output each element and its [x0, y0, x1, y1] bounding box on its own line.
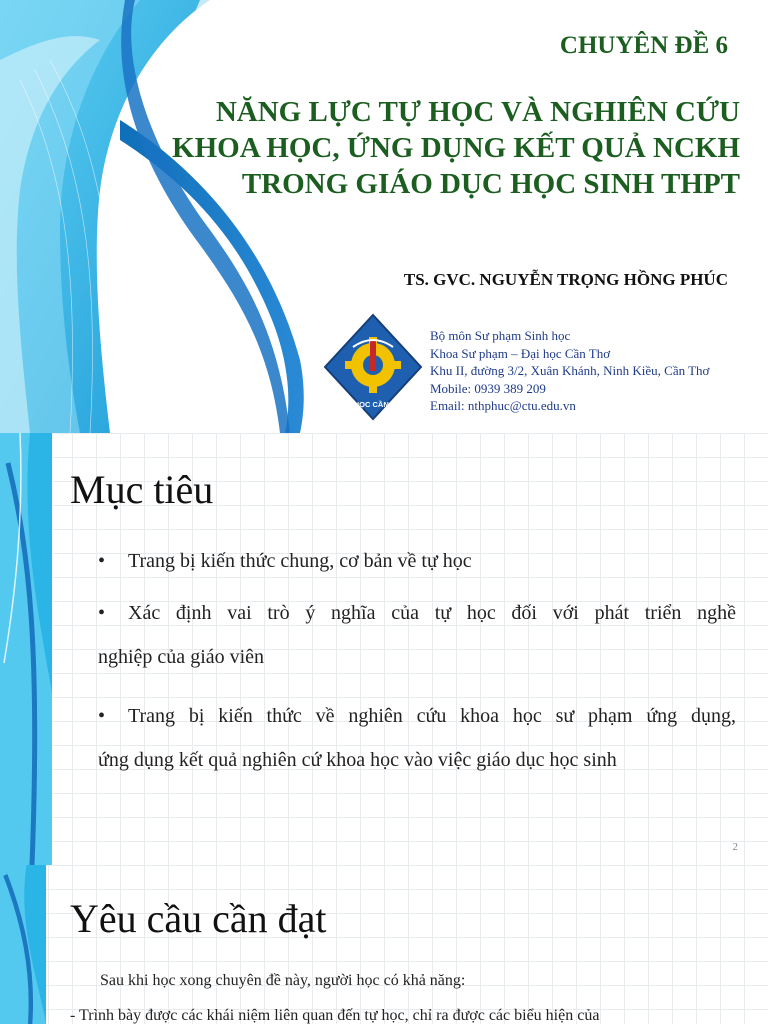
bullet: •: [98, 550, 106, 572]
item-text: Trang bị kiến thức về nghiên cứu khoa học sư phạm ứng dụng,: [128, 705, 736, 727]
side-band-decoration: [0, 433, 52, 865]
list-item: [98, 539, 736, 583]
intro-text: Sau khi học xong chuyên đề này, người học có khả năng:: [100, 972, 466, 989]
list-item: [98, 591, 736, 679]
item-text-continued: ứng dụng kết quả nghiên cứ khoa học vào việc giáo dục học sinh: [98, 749, 617, 771]
title-line: TRONG GIÁO DỤC HỌC SINH THPT: [241, 168, 740, 200]
list-item: [98, 694, 736, 782]
main-title: [150, 94, 740, 202]
university-logo: [323, 313, 423, 421]
contact-info: [430, 327, 709, 415]
faculty: Khoa Sư phạm – Đại học Cần Thơ: [430, 345, 611, 361]
email: Email: nthphuc@ctu.edu.vn: [430, 398, 576, 413]
mobile: Mobile: 0939 389 209: [430, 380, 546, 396]
title-line: NĂNG LỰC TỰ HỌC VÀ NGHIÊN CỨU: [215, 96, 740, 128]
bullet: •: [98, 602, 106, 624]
logo-text: ĐẠI HỌC CẦN THƠ: [338, 400, 408, 409]
item-text: Trang bị kiến thức chung, cơ bản về tự học: [128, 550, 472, 572]
requirement-item: - Trình bày được các khái niệm liên quan đến tự học, chỉ ra được các biểu hiện của: [70, 1007, 600, 1024]
department: Bộ môn Sư phạm Sinh học: [430, 328, 571, 343]
bullet: •: [98, 705, 106, 727]
section-heading: Mục tiêu: [70, 467, 214, 512]
slide-number: 2: [732, 841, 738, 853]
requirements-slide: [0, 865, 768, 1024]
author-name: TS. GVC. NGUYỄN TRỌNG HỒNG PHÚC: [403, 270, 728, 289]
section-heading: Yêu cầu cần đạt: [70, 896, 327, 941]
title-slide: [0, 0, 768, 433]
objective-list: [98, 539, 736, 797]
side-band-decoration: [0, 865, 46, 1024]
item-text: Xác định vai trò ý nghĩa của tự học đối với phát triển nghề: [128, 602, 736, 624]
address: Khu II, đường 3/2, Xuân Khánh, Ninh Kiều, Cần Thơ: [430, 363, 710, 378]
item-text-continued: nghiệp của giáo viên: [98, 646, 265, 668]
decorative-swoosh: [0, 0, 330, 433]
objectives-slide: [0, 433, 768, 865]
topic-label: CHUYÊN ĐỀ 6: [559, 32, 728, 59]
title-line: KHOA HỌC, ỨNG DỤNG KẾT QUẢ NCKH: [172, 132, 740, 164]
